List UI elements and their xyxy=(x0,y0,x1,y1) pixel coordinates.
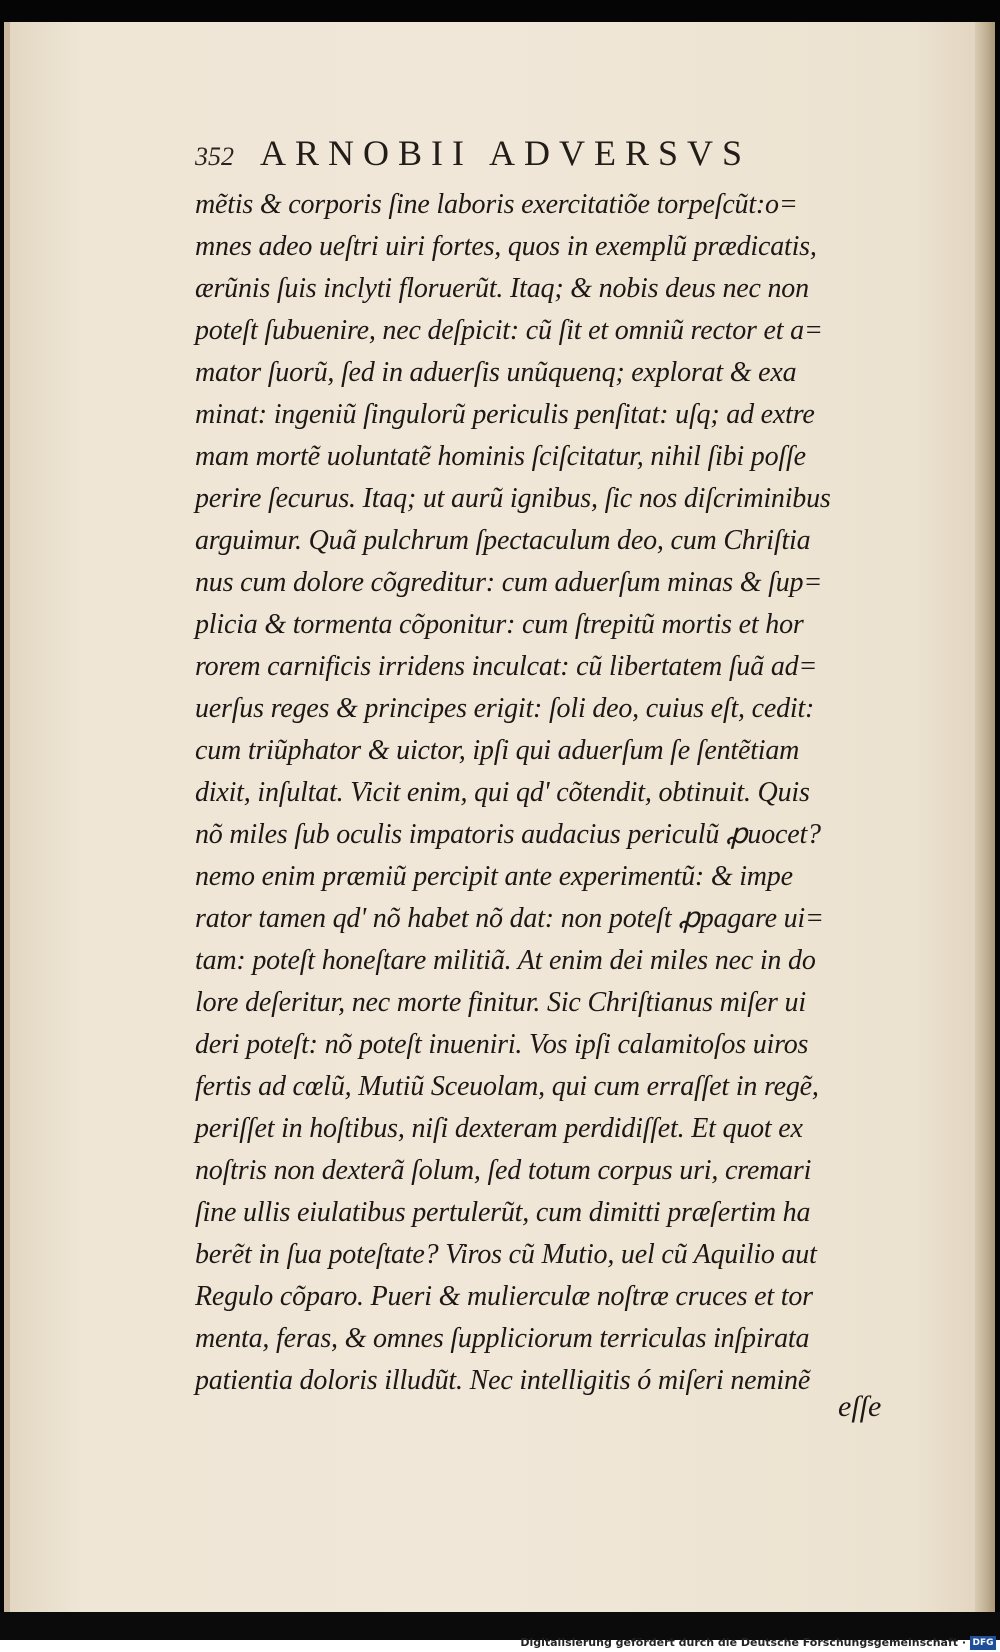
text-line: lore deſeritur, nec morte finitur. Sic Chriſtianus miſer ui xyxy=(195,987,806,1018)
text-line: deri poteſt: nõ poteſt inueniri. Vos ipſi calamitoſos uiros xyxy=(195,1029,809,1060)
body-text xyxy=(195,184,907,1402)
text-line: Regulo cõparo. Pueri & mulierculæ noſtræ cruces et tor xyxy=(195,1281,813,1312)
text-line: mẽtis & corporis ſine laboris exercitatiõe torpeſcũt:o= xyxy=(195,189,798,220)
page-header xyxy=(195,132,835,180)
text-line: arguimur. Quã pulchrum ſpectaculum deo, cum Chriſtia xyxy=(195,525,811,556)
text-line: mam mortẽ uoluntatẽ hominis ſciſcitatur, nihil ſibi poſſe xyxy=(195,441,806,472)
text-line: nemo enim præmiũ percipit ante experimentũ: & impe xyxy=(195,861,793,892)
text-line: plicia & tormenta cõponitur: cum ſtrepitũ mortis et hor xyxy=(195,609,804,640)
catchword: eſſe xyxy=(838,1390,882,1423)
text-line: periſſet in hoſtibus, niſi dexteram perdidiſſet. Et quot ex xyxy=(195,1113,803,1144)
text-line: ſine ullis eiulatibus pertulerũt, cum dimitti præſertim ha xyxy=(195,1197,811,1228)
text-line: cum triũphator & uictor, ipſi qui aduerſum ſe ſentẽtiam xyxy=(195,735,800,766)
running-head: ARNOBII ADVERSVS xyxy=(260,133,752,173)
text-line: nõ miles ſub oculis impatoris audacius periculũ ꝓuocet? xyxy=(195,819,821,850)
text-line: rator tamen qd' nõ habet nõ dat: non poteſt ꝓpagare ui= xyxy=(195,903,824,934)
page-edge-left xyxy=(4,22,10,1612)
text-line: patientia doloris illudũt. Nec intelligitis ó miſeri neminẽ xyxy=(195,1365,811,1396)
text-line: noſtris non dexterã ſolum, ſed totum corpus uri, cremari xyxy=(195,1155,812,1186)
text-line: ærũnis ſuis inclyti floruerũt. Itaq; & nobis deus nec non xyxy=(195,273,809,304)
text-line: menta, feras, & omnes ſuppliciorum terriculas inſpirata xyxy=(195,1323,810,1354)
dfg-logo: DFG xyxy=(970,1636,996,1650)
text-line: nus cum dolore cõgreditur: cum aduerſum minas & ſup= xyxy=(195,567,823,598)
page-edge-right xyxy=(975,22,995,1612)
text-line: uerſus reges & principes erigit: ſoli deo, cuius eſt, cedit: xyxy=(195,693,815,724)
text-line: perire ſecurus. Itaq; ut aurũ ignibus, ſic nos diſcriminibus xyxy=(195,483,831,514)
digitization-credit: Digitalisierung gefördert durch die Deutsche Forschungsgemeinschaft · xyxy=(520,1636,966,1649)
text-line: tam: poteſt honeſtare militiã. At enim dei miles nec in do xyxy=(195,945,816,976)
page-number: 352 xyxy=(195,142,234,171)
text-line: minat: ingeniũ ſingulorũ periculis penſitat: uſq; ad extre xyxy=(195,399,815,430)
text-line: fertis ad cœlũ, Mutiũ Sceuolam, qui cum erraſſet in regẽ, xyxy=(195,1071,819,1102)
text-line: mator ſuorũ, ſed in aduerſis unũquenq; explorat & exa xyxy=(195,357,797,388)
text-line: poteſt ſubuenire, nec deſpicit: cũ ſit et omniũ rector et a= xyxy=(195,315,823,346)
text-line: dixit, inſultat. Vicit enim, qui qd' cõtendit, obtinuit. Quis xyxy=(195,777,810,808)
text-line: rorem carnificis irridens inculcat: cũ libertatem ſuã ad= xyxy=(195,651,818,682)
text-line: berẽt in ſua poteſtate? Viros cũ Mutio, uel cũ Aquilio aut xyxy=(195,1239,817,1270)
text-line: mnes adeo ueſtri uiri fortes, quos in exemplũ prædicatis, xyxy=(195,231,817,262)
